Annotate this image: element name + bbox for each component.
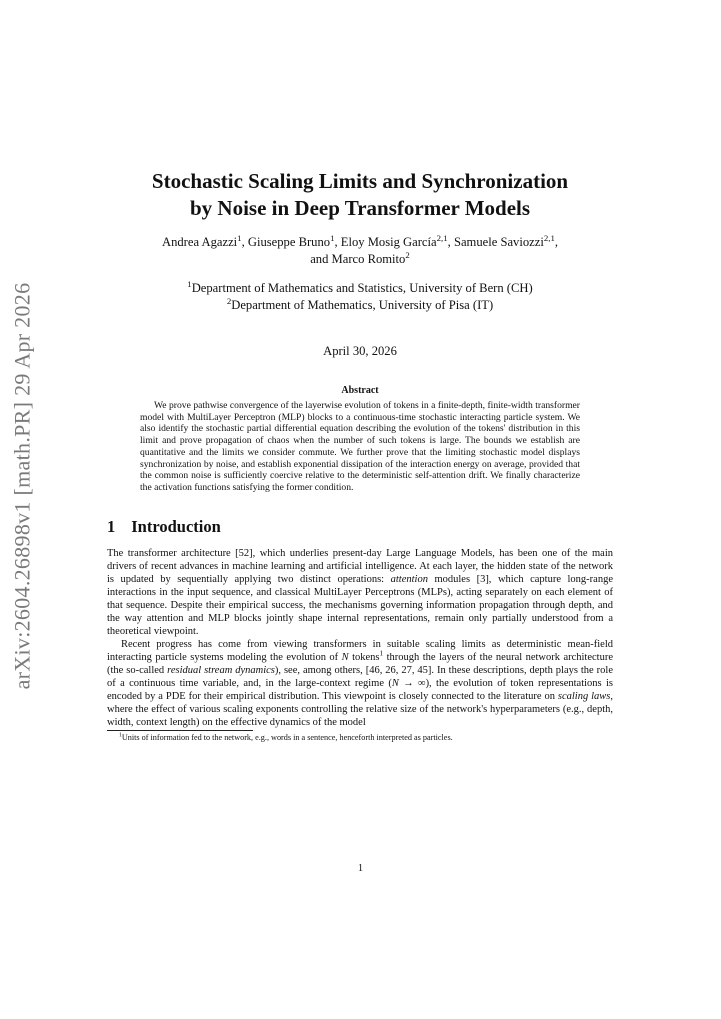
author-affil-mark: 1 (237, 232, 242, 243)
paper-date: April 30, 2026 (323, 344, 397, 358)
paper-page (107, 168, 613, 743)
author-affil-mark: 1 (330, 232, 335, 243)
footnote (107, 732, 613, 743)
title-line-2: by Noise in Deep Transformer Models (189, 196, 531, 220)
affil-mark: 1 (187, 278, 192, 289)
author-affil-mark: 2,1 (543, 232, 555, 243)
author-name: Andrea Agazzi (161, 235, 238, 249)
title-line-1: Stochastic Scaling Limits and Synchronization (151, 169, 569, 193)
affil-mark: 2 (226, 295, 232, 306)
footnote-mark[interactable]: 1 (379, 648, 384, 658)
author-affil-mark: 2 (405, 249, 410, 260)
affiliation-list (107, 280, 613, 314)
author-name: Samuele Saviozzi (453, 235, 544, 249)
section-heading (107, 517, 613, 537)
author-affil-mark: 2,1 (436, 232, 448, 243)
intro-paragraph-2: Recent progress has come from viewing transformers in suitable scaling limits as deterministic mean-field interacting particle systems modeling the evolution of N tokens$^1$ through the layers of the neural network architecture (the so-called residual stream dynamics), see, among others, [46, 26, 27, 45]. In these descriptions, depth plays the role of a continuous time variable, and, in the large-context regime (N → ∞), the evolution of token representations is encoded by a PDE for their empirical distribution. This viewpoint is closely connected to the literature on scaling laws, where the effect of various scaling exponents controlling the relative size of the network's hyperparameters (e.g., depth, width, context length) on the effective dynamics of the model (107, 638, 613, 728)
author-name: Giuseppe Bruno (247, 235, 331, 249)
footnote-text: Units of information fed to the network, e.g., words in a sentence, henceforth interpreted as particles. (121, 732, 453, 742)
author-name: Eloy Mosig García (340, 235, 437, 249)
arxiv-identifier-text: arXiv:2604.26898v1 [math.PR] 29 Apr 2026 (9, 282, 35, 690)
abstract-text: We prove pathwise convergence of the layerwise evolution of tokens in a finite-depth, finite-width transformer model with MultiLayer Perceptron (MLP) blocks to a continuous-time stochastic interacting particle system. We also identify the stochastic partial differential equation describing the evolution of the tokens' distribution in this limit and prove propagation of chaos when the number of such tokens is large. The bounds we establish are quantitative and the limits we consider commute. We further prove that the limiting stochastic model displays synchronization by noise, and establish exponential dissipation of the interaction energy on average, provided that the common noise is sufficiently coercive relative to the deterministic self-attention drift. We finally characterize the activation functions satisfying the former condition. (140, 400, 580, 493)
author-list: Andrea Agazzi$^1$, Giuseppe Bruno$^1$, Eloy Mosig García$^{2,1}$, Samuele Saviozzi$^{2,1}$, and Marco Romito$^2$ (161, 232, 558, 266)
affiliation: Department of Mathematics, University of Pisa (IT) (231, 298, 494, 312)
arxiv-identifier (2, 282, 42, 690)
footnote-divider (107, 730, 253, 731)
author-name: and Marco Romito (310, 252, 406, 266)
abstract-heading: Abstract (341, 385, 379, 396)
intro-paragraph-1: The transformer architecture [52], which underlies present-day Large Language Models, has been one of the main drivers of recent advances in machine learning and artificial intelligence. At each layer, the hidden state of the network is updated by sequentially applying two distinct operations: attention modules [3], which capture long-range interactions in the input sequence, and classical MultiLayer Perceptrons (MLPs), acting separately on each element of that sequence. Despite their empirical success, the mechanisms governing information propagation through depth, and the way attention and MLP blocks jointly shape internal representations, remain only partially understood from a theoretical viewpoint. (107, 547, 613, 637)
section-number: 1 (107, 516, 116, 536)
affiliation: Department of Mathematics and Statistics, University of Bern (CH) (191, 281, 533, 295)
page-number: 1 (357, 863, 364, 874)
paper-title (107, 168, 613, 222)
footnote-number: 1 (119, 731, 122, 738)
section-title: Introduction (131, 516, 221, 536)
